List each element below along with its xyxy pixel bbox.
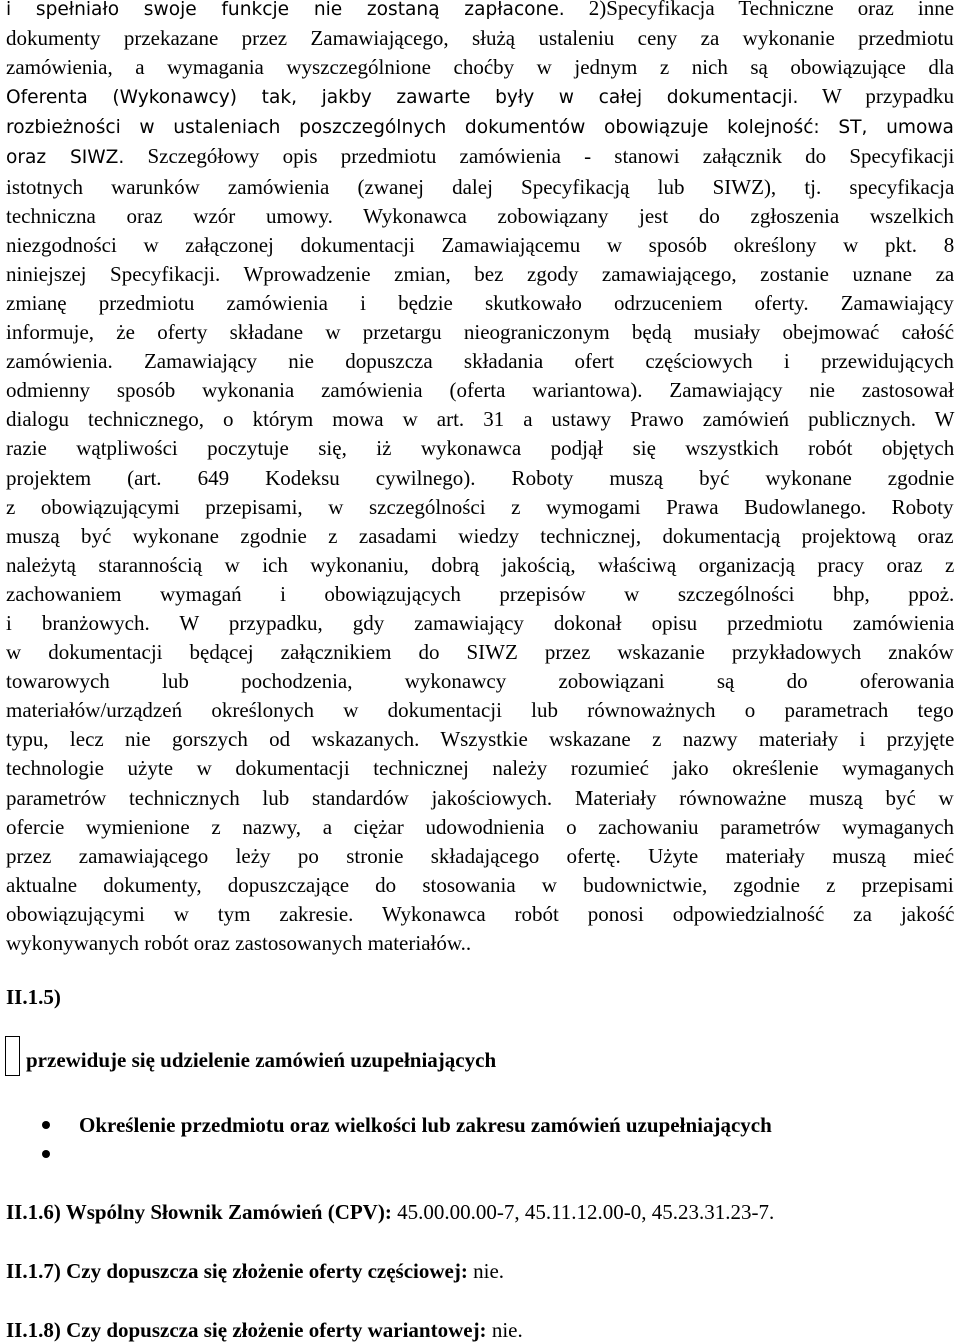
variant-offer-label: II.1.8) Czy dopuszcza się złożenie oferty wariantowej: [6,1318,487,1342]
body-line-text: Szczegółowy opis przedmiotu zamówienia - stanowi załącznik do Specyfikacji [124,144,955,169]
body-line [6,434,954,463]
body-line-text: technologie użyte w dokumentacji technicznej należy rozumieć jako określenie wymaganych [6,756,955,781]
variant-offer-line [6,1317,523,1343]
body-line-text: muszą być wykonane zgodnie z zasadami wiedzy technicznej, dokumentacją projektową oraz [6,523,954,548]
body-line [6,522,954,551]
body-line [6,871,954,900]
body-line [6,464,954,493]
body-line-text: obowiązującymi w tym zakresie. Wykonawca robót ponosi odpowiedzialność za jakość [6,901,955,926]
body-line-text: i branżowych. W przypadku, gdy zamawiający dokonał opisu przedmiotu zamówienia [6,610,955,635]
body-line-text: informuje, że oferty składane w przetargu nieograniczonym będą musiały obejmować całość [6,320,955,345]
cpv-label: II.1.6) Wspólny Słownik Zamówień (CPV): [6,1200,392,1224]
body-line [6,260,954,289]
body-line-text: z obowiązującymi przepisami, w szczególności z wymogami Prawa Budowlanego. Roboty [6,494,954,519]
cpv-value: 45.00.00.00-7, 45.11.12.00-0, 45.23.31.23-7. [391,1200,775,1224]
cpv-line [6,1199,774,1225]
body-line-sans-run: i spełniało swoje funkcje nie zostaną zapłacone. [6,0,565,20]
body-line [6,551,954,580]
body-line [6,493,954,522]
body-line [6,142,954,172]
body-line [6,112,954,142]
body-line-text: zmianę przedmiotu zamówienia i będzie skutkowało odrzuceniem oferty. Zamawiający [6,290,954,315]
body-line-text: dokumenty przekazane przez Zamawiającego, służą ustaleniu ceny za wykonanie przedmiotu [6,26,954,51]
body-line [6,347,954,376]
body-paragraph [6,0,954,958]
body-line-text: materiałów/urządzeń określonych w dokumentacji lub równoważnych o parametrach tego [6,698,954,723]
body-line-text: wykonywanych robót oraz zastosowanych materiałów.. [6,931,472,955]
body-line [6,24,954,53]
variant-offer-value: nie. [486,1318,523,1342]
body-line [6,929,954,958]
body-line [6,754,954,783]
body-line [6,900,954,929]
partial-offer-label: II.1.7) Czy dopuszcza się złożenie oferty częściowej: [6,1259,468,1283]
body-line-text: niniejszej Specyfikacji. Wprowadzenie zmian, bez zgody zamawiającego, zostanie uznane za [6,261,955,286]
body-line-text: projektem (art. 649 Kodeksu cywilnego). Roboty muszą być wykonane zgodnie [6,465,955,490]
body-line-sans-run: Oferenta (Wykonawcy) tak, jakby zawarte były w całej dokumentacji. [6,87,799,109]
body-line-text: 2)Specyfikacja Techniczne oraz inne [564,0,955,20]
partial-offer-value: nie. [467,1259,505,1283]
bullet-icon [42,1121,50,1129]
body-line [6,725,954,754]
body-line-text: w dokumentacji będącej załącznikiem do SIWZ przez wskazanie przykładowych znaków [6,640,954,665]
body-line-text: należytą starannością w ich wykonaniu, dobrą jakością, właściwą organizacją pracy oraz z [6,552,955,577]
body-line [6,173,954,202]
body-line-text: aktualne dokumenty, dopuszczające do stosowania w budownictwie, zgodnie z przepisami [6,872,954,897]
body-line [6,318,954,347]
body-line-text: ofercie wymienione z nazwy, a ciężar udowodnienia o zachowaniu parametrów wymaganych [6,814,955,839]
body-line [6,53,954,82]
bullet-item-1: Określenie przedmiotu oraz wielkości lub zakresu zamówień uzupełniających [79,1113,772,1137]
bullet-icon [42,1150,50,1158]
body-line [6,696,954,725]
body-line [6,638,954,667]
body-line [6,813,954,842]
body-line [6,231,954,260]
body-line-text: W przypadku [798,84,955,109]
body-line-text: parametrów technicznych lub standardów jakościowych. Materiały równoważne muszą być w [6,785,954,810]
body-line-text: odmienny sposób wykonania zamówienia (oferta wariantowa). Zamawiający nie zastosował [6,378,955,403]
body-line-text: niezgodności w załączonej dokumentacji Zamawiającemu w sposób określony w pkt. 8 [6,232,955,257]
body-line [6,405,954,434]
partial-offer-line [6,1258,504,1284]
section-heading-ii-1-5: II.1.5) [6,985,61,1009]
body-line-sans-run: rozbieżności w ustaleniach poszczególnych dokumentów obowiązuje kolejność: ST, umowa [6,117,954,139]
body-line [6,667,954,696]
body-line-sans-run: oraz SIWZ. [6,147,125,169]
body-line-text: razie wątpliwości poczytuje się, iż wykonawca podjął się wszystkich robót objętych [6,436,955,461]
body-line-text: typu, lecz nie gorszych od wskazanych. Wszystkie wskazane z nazwy materiały i przyjęte [6,727,955,752]
body-line [6,289,954,318]
body-line [6,0,954,24]
body-line [6,202,954,231]
body-line [6,784,954,813]
body-line-text: techniczna oraz wzór umowy. Wykonawca zobowiązany jest do zgłoszenia wszelkich [6,203,954,228]
body-line [6,376,954,405]
body-line-text: przez zamawiającego leży po stronie składającego ofertę. Użyte materiały muszą mieć [6,843,955,868]
body-line-text: zamówienia, a wymagania wyszczególnione choćby w jednym z nich są obowiązujące dla [6,55,955,80]
body-line-text: dialogu technicznego, o którym mowa w art. 31 a ustawy Prawo zamówień publicznych. W [6,407,955,432]
body-line-text: zamówienia. Zamawiający nie dopuszcza składania ofert częściowych i przewidujących [6,349,954,374]
checkbox[interactable] [5,1036,20,1076]
body-line-text: zachowaniem wymagań i obowiązujących przepisów w szczególności bhp, ppoż. [6,581,955,606]
body-line [6,82,954,112]
body-line [6,580,954,609]
checkbox-label: przewiduje się udzielenie zamówień uzupełniających [26,1048,497,1072]
body-line [6,609,954,638]
body-line-text: istotnych warunków zamówienia (zwanej dalej Specyfikacją lub SIWZ), tj. specyfikacja [6,174,955,199]
body-line-text: towarowych lub pochodzenia, wykonawcy zobowiązani są do oferowania [6,669,955,694]
body-line [6,842,954,871]
